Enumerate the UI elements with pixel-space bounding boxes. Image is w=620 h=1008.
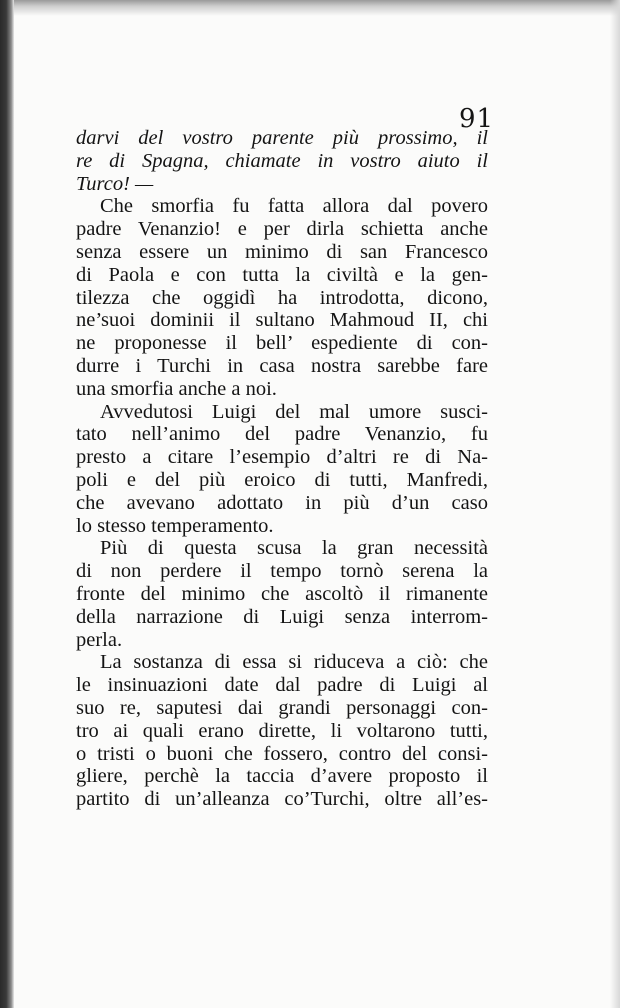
text-line: padre Venanzio! e per dirla schietta anche	[76, 218, 488, 241]
text-line: La sostanza di essa si riduceva a ciò: che	[100, 651, 488, 674]
text-line: lo stesso temperamento.	[76, 514, 274, 537]
text-line: Più di questa scusa la gran necessità	[100, 537, 488, 560]
text-line: una smorfia anche a noi.	[76, 377, 277, 400]
body-text	[76, 127, 488, 811]
text-line: re di Spagna, chiamate in vostro aiuto il	[76, 149, 488, 172]
text-line: della narrazione di Luigi senza interrom-	[76, 605, 488, 628]
text-line: Avvedutosi Luigi del mal umore susci-	[100, 400, 488, 423]
text-line: di non perdere il tempo tornò serena la	[76, 560, 488, 583]
text-line: tro ai quali erano dirette, li voltarono tutti,	[76, 719, 488, 742]
text-line: partito di un’alleanza co’Turchi, oltre all’es-	[76, 788, 488, 811]
text-line: gliere, perchè la taccia d’avere proposto il	[76, 765, 488, 788]
right-edge-shadow	[610, 0, 620, 1008]
text-line: tilezza che oggidì ha introdotta, dicono,	[76, 286, 488, 309]
binding-shadow	[0, 0, 14, 1008]
top-edge-shadow	[14, 0, 620, 16]
text-line: di Paola e con tutta la civiltà e la gen-	[76, 263, 488, 286]
text-line: durre i Turchi in casa nostra sarebbe fare	[76, 354, 488, 377]
text-line: presto a citare l’esempio d’altri re di Na-	[76, 446, 488, 469]
text-line: darvi del vostro parente più prossimo, il	[76, 127, 488, 149]
text-line: ne’suoi dominii il sultano Mahmoud II, chi	[76, 309, 488, 332]
text-line: Turco! —	[76, 172, 154, 195]
text-line: ne proponesse il bell’ espediente di con-	[76, 332, 488, 355]
text-line: o tristi o buoni che fossero, contro del consi-	[76, 742, 488, 765]
text-line: perla.	[76, 628, 123, 651]
text-line: Che smorfia fu fatta allora dal povero	[100, 195, 488, 218]
text-line: suo re, saputesi dai grandi personaggi con-	[76, 696, 488, 719]
text-line: tato nell’animo del padre Venanzio, fu	[76, 423, 488, 446]
text-line: che avevano adottato in più d’un caso	[76, 491, 488, 514]
text-line: fronte del minimo che ascoltò il rimanente	[76, 582, 488, 605]
text-line: poli e del più eroico di tutti, Manfredi,	[76, 468, 488, 491]
text-line: senza essere un minimo di san Francesco	[76, 240, 488, 263]
page-number: 91	[459, 104, 495, 134]
text-line: le insinuazioni date dal padre di Luigi al	[76, 674, 488, 697]
